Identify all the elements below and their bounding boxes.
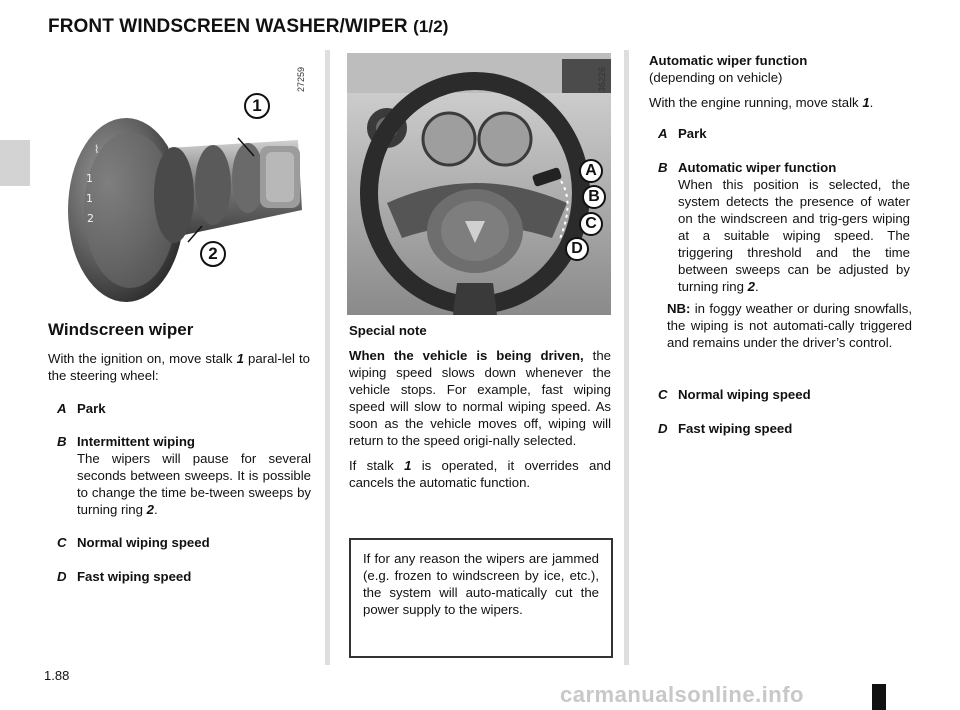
callout-1: 1 [244,93,270,119]
steering-wheel-illustration [347,53,611,315]
nb-note: NB: in foggy weather or during snowfalls, the wiping is not automati-cally triggered and remains under the driver’s control. [667,301,912,350]
page-title-part: (1/2) [413,17,449,36]
section-heading: Windscreen wiper [48,320,194,339]
column-separator [624,50,629,665]
svg-text:2: 2 [87,212,94,225]
special-note: Special note When the vehicle is being driven, the wiping speed slows down whenever the vehicle stops. For example, fast wiping speed will slow to normal wiping speed. As soon as the vehicle moves off, wiping will return to the speed origi-nally selected. If stalk 1 is operated, it overrides and cancels the automatic function. [349,323,612,490]
callout-c: C [579,212,603,236]
warning-note-box: If for any reason the wipers are jammed (e.g. frozen to windscreen by ice, etc.), the system will auto-matically cut the power supply to the wipers. [349,538,613,658]
figure-wiper-stalk [48,60,318,310]
page-corner-mark [872,684,886,710]
callout-b: B [582,185,606,209]
right-intro: Automatic wiper function (depending on vehicle) With the engine running, move stalk 1. [649,53,874,110]
left-intro: With the ignition on, move stalk 1 paral-lel to the steering wheel: [48,351,310,383]
page-title-text: FRONT WINDSCREEN WASHER/WIPER [48,16,408,37]
wiper-stalk-illustration [48,60,318,310]
svg-text:⌇: ⌇ [94,143,100,156]
figure-steering-wheel [347,53,611,315]
svg-text:1: 1 [86,192,93,205]
callout-2: 2 [200,241,226,267]
chapter-tab [0,140,30,186]
watermark: carmanualsonline.info [560,682,804,707]
figure-id: 36226 [597,66,607,92]
page-title [48,16,449,38]
callout-a: A [579,159,603,183]
page-number: 1.88 [44,668,70,683]
svg-text:1: 1 [86,172,93,185]
callout-d: D [565,237,589,261]
figure-id: 27259 [296,66,306,92]
column-separator [325,50,330,665]
